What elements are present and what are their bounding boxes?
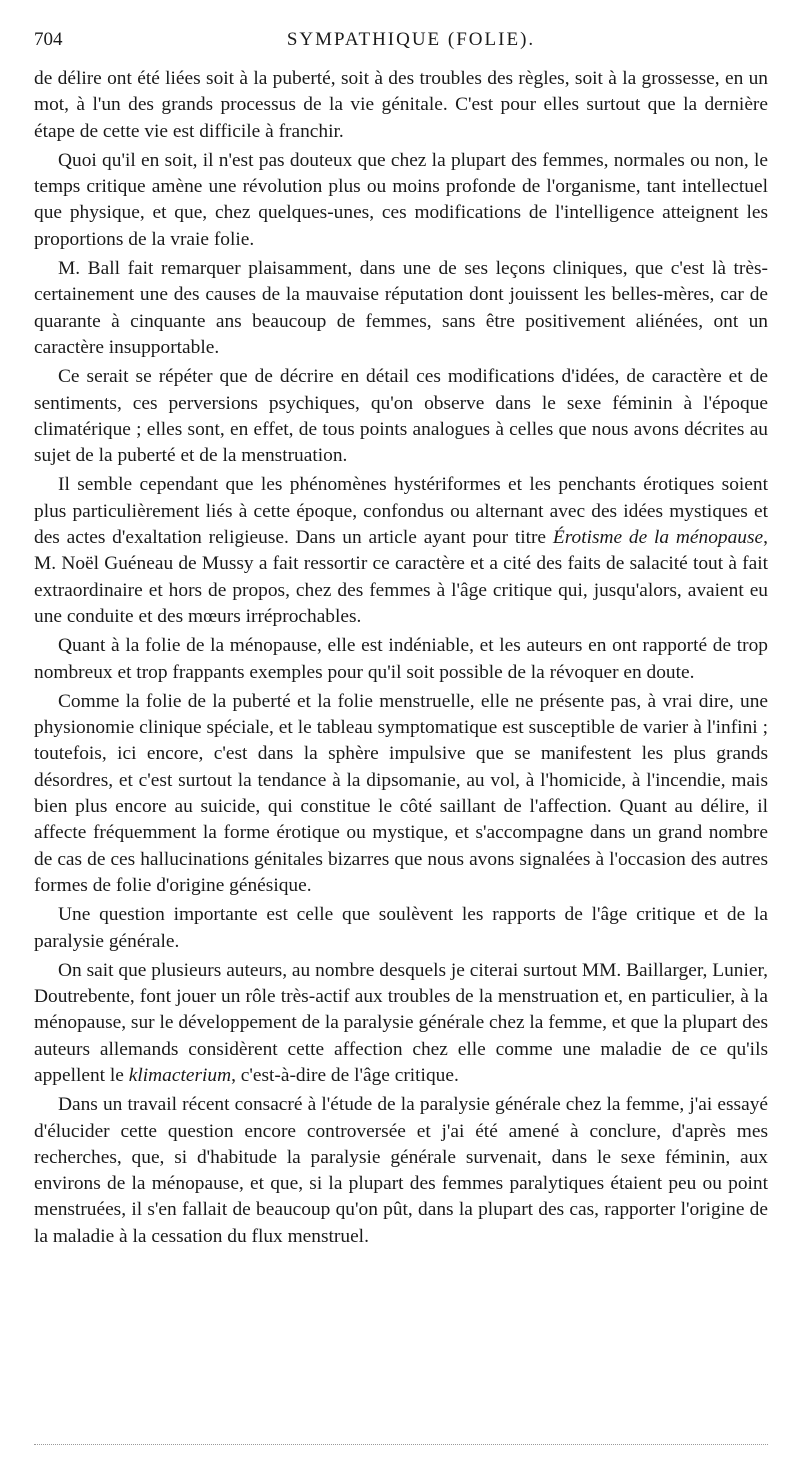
running-title: SYMPATHIQUE (FOLIE). (286, 29, 536, 50)
page-header (34, 28, 768, 52)
paragraph: Comme la folie de la puberté et la folie menstruelle, elle ne présente pas, à vrai dire, une physionomie clinique spéciale, et le tableau symptomatique est susceptible de varier à l'infini ; toutefois, ici encore, c'est dans la sphère impulsive que se manifestent les plus grands désordres, et c'est surtout la tendance à la dipsomanie, au vol, à l'homicide, à l'incendie, mais bien plus encore au suicide, qui constitue le côté saillant de l'affection. Quant au délire, il affecte fréquemment la forme érotique ou mystique, et s'accompagne dans un grand nombre de cas de ces hallucinations génitales bizarres que nous avons signalées à l'occasion des autres formes de folie d'origine génésique. (34, 690, 768, 896)
paragraph: Une question importante est celle que soulèvent les rapports de l'âge critique et de la paralysie générale. (34, 904, 768, 952)
footer-dotted-rule (34, 1444, 768, 1445)
paragraph-klimacterium (34, 958, 768, 1089)
paragraph: Quoi qu'il en soit, il n'est pas douteux que chez la plupart des femmes, normales ou non, le temps critique amène une révolution plus ou moins profonde de l'organisme, tant intellectuel que physique, et que, chez quelques-unes, ces modifications de l'intelligence atteignent les proportions de la vraie folie. (34, 149, 768, 250)
paragraph: Ce serait se répéter que de décrire en détail ces modifications d'idées, de caractère et de sentiments, ces perversions psychiques, qu'on observe dans le sexe féminin à l'époque climatérique ; elles sont, en effet, de tous points analogues à celles que nous avons décrites au sujet de la puberté et de la menstruation. (34, 366, 768, 467)
paragraph-text: , M. Noël Guéneau de Mussy a fait ressortir ce caractère et a cité des faits de salacité tout à fait extraordinaire et hors de propos, chez des femmes à l'âge critique qui, jusqu'alors, avaient eu une conduite et des mœurs irréprochables. (34, 527, 769, 627)
paragraph-text: On sait que plusieurs auteurs, au nombre desquels je citerai surtout MM. Baillarger, Lunier, Doutrebente, font jouer un rôle très-actif aux troubles de la menstruation et, en particulier, à la ménopause, sur le développement de la paralysie générale chez la femme, et que la plupart des auteurs allemands considèrent cette affection chez elle comme une maladie de ce qu'ils appellent le (34, 959, 768, 1086)
paragraph-erotisme (34, 472, 768, 630)
paragraph-continued: de délire ont été liées soit à la puberté, soit à des troubles des règles, soit à la grossesse, en un mot, à l'un des grands processus de la vie génitale. C'est pour elles surtout que la dernière étape de cette vie est difficile à franchir. (34, 68, 768, 142)
paragraph-text: , c'est-à-dire de l'âge critique. (231, 1064, 459, 1086)
article-title: Érotisme de la ménopause (552, 527, 764, 549)
book-page (34, 28, 768, 1250)
page-number: 704 (34, 29, 63, 50)
body-text (34, 66, 768, 1250)
italic-term: klimacterium (128, 1064, 232, 1086)
paragraph: Quant à la folie de la ménopause, elle est indéniable, et les auteurs en ont rapporté de trop nombreux et trop frappants exemples pour qu'il soit possible de la révoquer en doute. (34, 635, 768, 683)
paragraph-text: Il semble cependant que les phénomènes hystériformes et les penchants érotiques soient plus particulièrement liés à cette époque, confondus ou alternant avec des idées mystiques et des actes d'exaltation religieuse. Dans un article ayant pour titre (34, 474, 768, 549)
paragraph: M. Ball fait remarquer plaisamment, dans une de ses leçons cliniques, que c'est là très-certainement une des causes de la mauvaise réputation dont jouissent les belles-mères, car de quarante à cinquante ans beaucoup de femmes, sans être positivement aliénées, ont un caractère insupportable. (34, 258, 768, 358)
paragraph: Dans un travail récent consacré à l'étude de la paralysie générale chez la femme, j'ai essayé d'élucider cette question encore controversée et j'ai été amené à conclure, d'après mes recherches, que, si d'habitude la paralysie générale survenait, dans le sexe féminin, aux environs de la ménopause, et que, si la plupart des femmes paralytiques étaient peu ou point menstruées, il s'en fallait de beaucoup qu'on pût, dans la plupart des cas, rapporter l'origine de la maladie à la cessation du flux menstruel. (34, 1094, 768, 1247)
